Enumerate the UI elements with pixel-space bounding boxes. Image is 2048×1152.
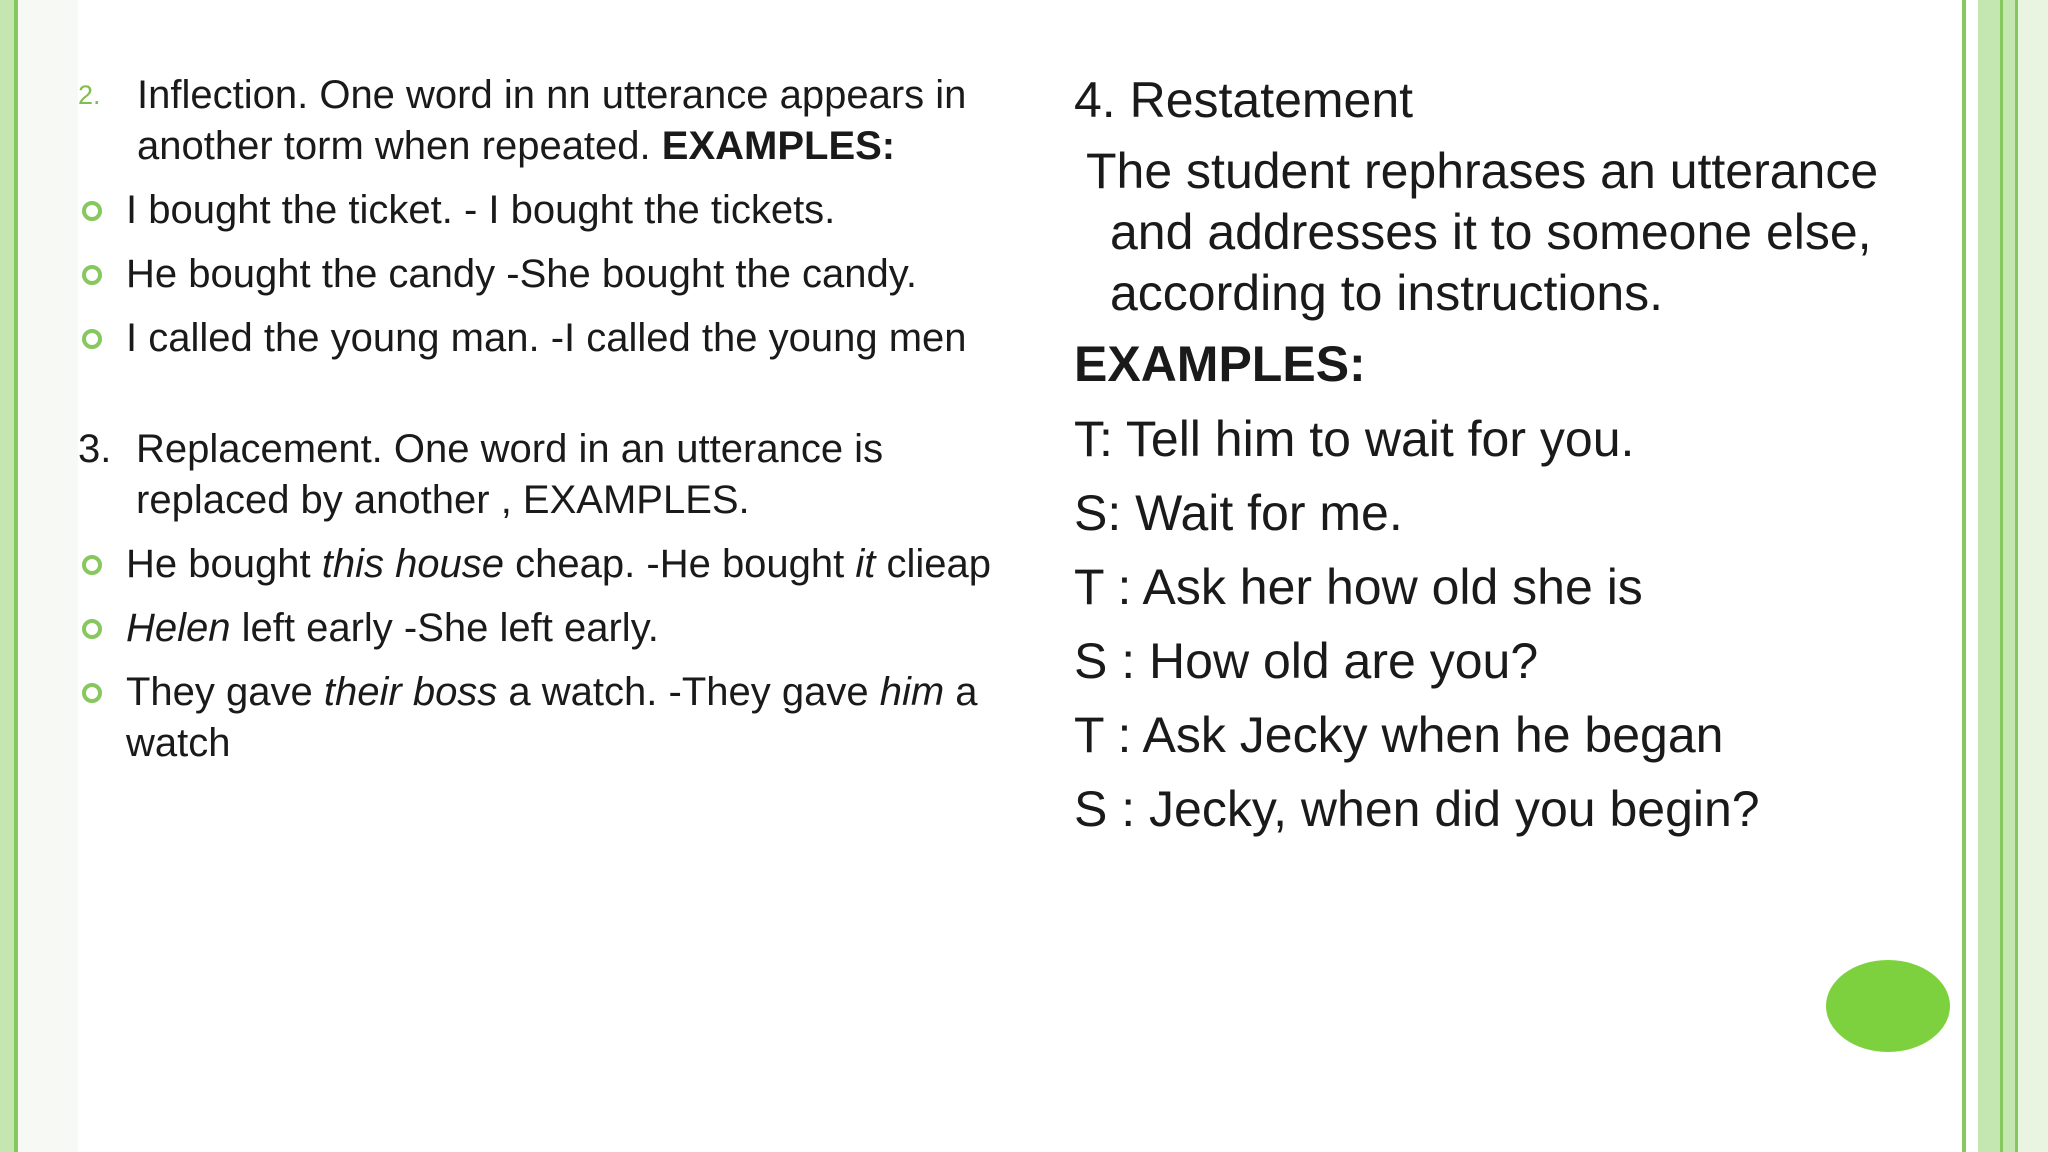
example-line: S: Wait for me. (1074, 485, 1403, 541)
bullet-text: He bought (126, 542, 322, 586)
bullet-icon (82, 201, 102, 221)
item-number: 2. (78, 80, 101, 110)
bullet-icon (82, 555, 102, 575)
section-description: The student rephrases an utterance and addresses it to someone else, according to instructions. (1086, 143, 1879, 321)
examples-heading: EXAMPLES: (1074, 336, 1366, 392)
list-item-inflection (78, 70, 1008, 172)
bullet-text-italic: him (879, 670, 945, 714)
left-column (78, 70, 1008, 769)
bullet-item (78, 539, 1006, 590)
right-frame-band (2003, 0, 2015, 1152)
left-frame-band (0, 0, 14, 1152)
example-line: T : Ask her how old she is (1074, 559, 1643, 615)
bullet-text-italic: it (855, 542, 876, 586)
bullet-text: They gave (126, 670, 324, 714)
bullet-text-italic: Helen (126, 606, 231, 650)
bullet-item (78, 313, 1006, 364)
bullet-text: a watch (126, 670, 978, 765)
list-item-replacement (78, 424, 1008, 526)
right-frame-edge (2018, 0, 2048, 1152)
item-text: Inflection. One word in nn utterance appears in another torm when repeated. (137, 73, 967, 168)
bullet-text-italic: their boss (323, 670, 498, 714)
bullet-text: I bought the ticket. - I bought the tickets. (126, 188, 836, 232)
right-frame-gap (1966, 0, 1978, 1152)
bullet-item (78, 249, 1008, 300)
example-line: S : How old are you? (1074, 633, 1539, 689)
bullet-text: cheap. -He bought (504, 542, 856, 586)
bullet-item (78, 667, 1006, 769)
item-number: 3. (78, 427, 112, 471)
decorative-dot (1826, 960, 1950, 1052)
right-frame-band (1978, 0, 2000, 1152)
bullet-item (78, 603, 1008, 654)
example-line: S : Jecky, when did you begin? (1074, 781, 1760, 837)
bullet-icon (82, 619, 102, 639)
bullet-icon (82, 329, 102, 349)
bullet-icon (82, 265, 102, 285)
bullet-text: left early -She left early. (230, 606, 659, 650)
bullet-text: He bought the candy -She bought the candy. (126, 252, 917, 296)
bullet-text: clieap (875, 542, 992, 586)
right-column (1074, 70, 1954, 853)
section-title: 4. Restatement (1074, 72, 1414, 128)
left-frame-tint (18, 0, 78, 1152)
bullet-icon (82, 683, 102, 703)
item-text: Replacement. One word in an utterance is replaced by another , EXAMPLES. (136, 427, 884, 522)
bullet-text: I called the young man. -I called the young men (126, 316, 967, 360)
examples-label: EXAMPLES: (661, 124, 896, 168)
bullet-item (78, 185, 1008, 236)
example-line: T : Ask Jecky when he began (1074, 707, 1724, 763)
bullet-text: a watch. -They gave (497, 670, 880, 714)
example-line: T: Tell him to wait for you. (1074, 411, 1635, 467)
bullet-text-italic: this house (321, 542, 505, 586)
